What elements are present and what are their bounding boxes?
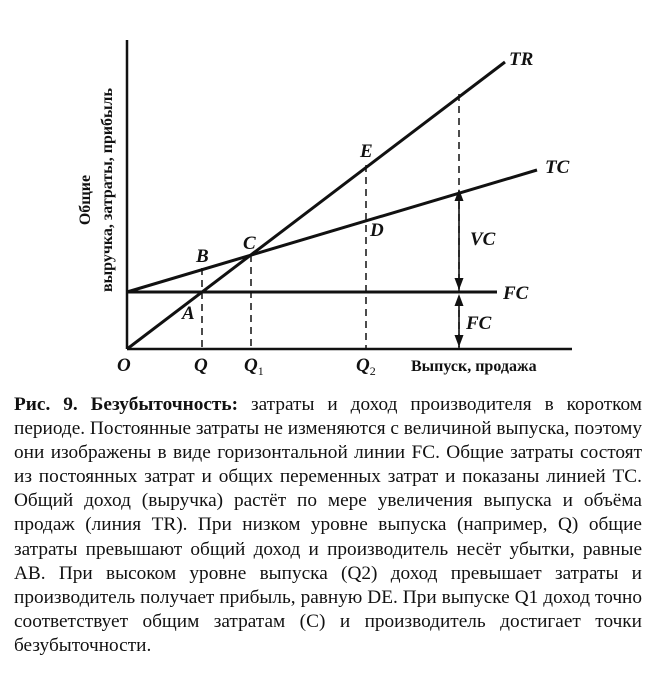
y-axis-label-line1: Общие	[77, 174, 94, 226]
y-axis-label-line2: выручка, затраты, прибыль	[99, 88, 116, 292]
x-tick-q: Q	[194, 355, 208, 376]
fc-label: FC	[503, 283, 529, 304]
point-d-label: D	[370, 220, 384, 241]
x-tick-q2-base: Q	[356, 355, 370, 376]
caption-title: Рис. 9. Безубыточность:	[14, 394, 239, 415]
x-tick-q2-sub: 2	[369, 364, 376, 378]
point-e-label: E	[360, 141, 373, 162]
caption-text: затраты и доход производителя в коротком периоде. Постоянные затраты не изменяются с величиной выпуска, поэтому они изображены в виде горизонтальной линии FC. Общие затраты состоят из постоянных затрат и общих переменных затрат и показаны линией TC. Общий доход (выручка) растёт по мере увеличения выпуска и объёма продаж (линия TR). При низком уровне выпуска (например, Q) общие затраты превышают общий доход и производитель несёт убытки, равные AB. При высоком уровне выпуска (Q2) доход превышает затраты и производитель получает прибыль, равную DE. При выпуске Q1 доход точно соответствует общим затратам (C) и производитель достигает точки безубыточности.	[14, 394, 643, 656]
origin-label: O	[117, 355, 131, 376]
vc-arrow-head-bottom	[455, 278, 464, 290]
fc-arrow-head-bottom	[455, 335, 464, 347]
x-tick-q1-base: Q	[244, 355, 258, 376]
figure-caption	[14, 393, 642, 658]
tr-label: TR	[509, 49, 534, 70]
fc-brace-label: FC	[466, 313, 492, 334]
point-c-label: C	[243, 233, 256, 254]
point-a-label: A	[182, 303, 195, 324]
x-axis-label: Выпуск, продажа	[411, 358, 537, 375]
x-tick-q2	[356, 355, 376, 378]
tc-label: TC	[545, 157, 570, 178]
x-tick-q1	[244, 355, 264, 378]
x-tick-q1-sub: 1	[257, 364, 264, 378]
fc-arrow-head-top	[455, 294, 464, 306]
vc-brace-label: VC	[470, 229, 496, 250]
point-b-label: B	[196, 246, 209, 267]
